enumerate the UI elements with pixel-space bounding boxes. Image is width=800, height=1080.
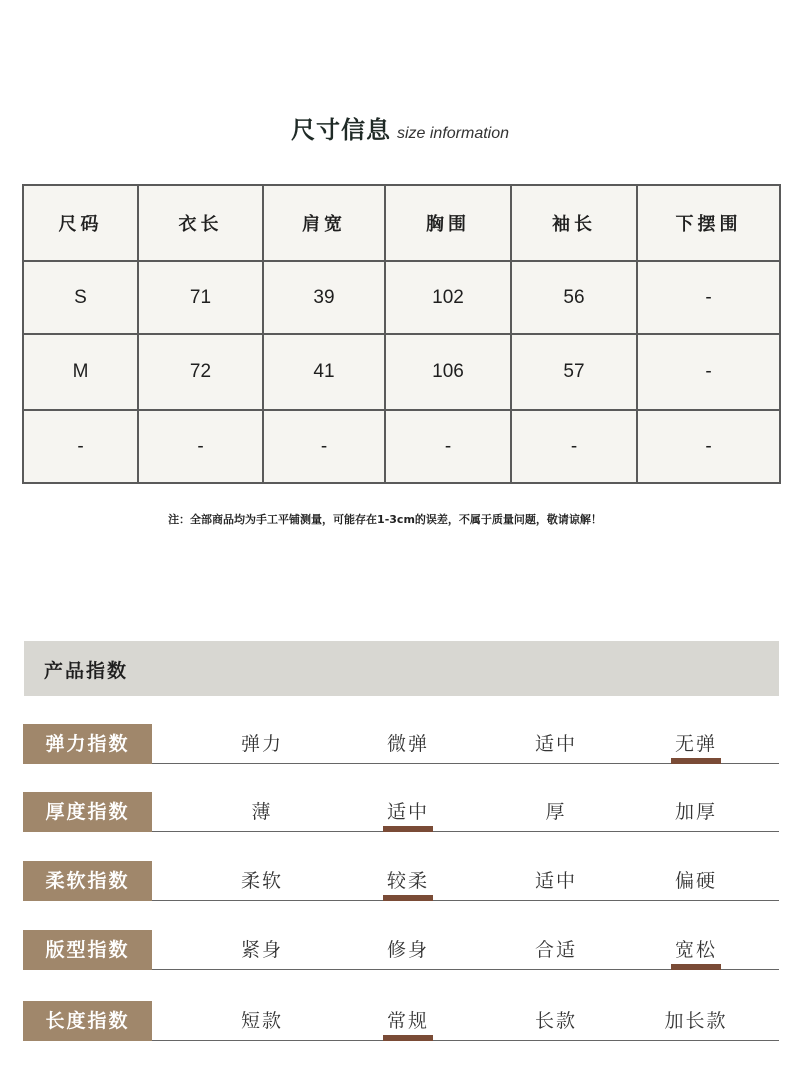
section-title — [0, 110, 800, 145]
table-cell: - — [385, 410, 511, 483]
index-option: 合适 — [534, 939, 577, 961]
table-cell: - — [637, 334, 780, 410]
index-option: 弹力 — [240, 733, 283, 755]
index-label: 版型指数 — [23, 930, 152, 970]
index-option-selected: 适中 — [358, 792, 458, 832]
index-row-length — [23, 1001, 779, 1041]
index-option-selected: 宽松 — [646, 930, 746, 970]
index-option-selected: 无弹 — [646, 724, 746, 764]
table-cell: - — [263, 410, 385, 483]
product-index-header — [24, 641, 779, 696]
index-option: 修身 — [386, 939, 429, 961]
table-cell: - — [23, 410, 138, 483]
table-cell: 71 — [138, 261, 263, 334]
index-label: 厚度指数 — [23, 792, 152, 832]
table-cell: 72 — [138, 334, 263, 410]
header-length: 衣长 — [138, 185, 263, 261]
index-row-thickness — [23, 792, 779, 832]
index-row-softness — [23, 861, 779, 901]
index-option: 加厚 — [674, 801, 717, 823]
index-label: 弹力指数 — [23, 724, 152, 764]
index-label: 柔软指数 — [23, 861, 152, 901]
index-row-elasticity — [23, 724, 779, 764]
index-option: 柔软 — [240, 870, 283, 892]
table-cell: 41 — [263, 334, 385, 410]
table-row — [23, 261, 780, 334]
index-row-fit — [23, 930, 779, 970]
index-option-selected: 常规 — [358, 1001, 458, 1041]
table-cell: S — [23, 261, 138, 334]
table-cell: 102 — [385, 261, 511, 334]
measurement-note: 注：全部商品均为手工平铺测量，可能存在1-3cm的误差，不属于质量问题，敬请谅解！ — [168, 513, 602, 526]
size-table — [22, 184, 781, 484]
table-cell: - — [637, 261, 780, 334]
table-cell: - — [138, 410, 263, 483]
index-option: 厚 — [545, 801, 567, 823]
title-chinese: 尺寸信息 — [290, 116, 391, 144]
index-option: 薄 — [251, 801, 273, 823]
header-sleeve: 袖长 — [511, 185, 637, 261]
header-hem: 下摆围 — [637, 185, 780, 261]
table-cell: 56 — [511, 261, 637, 334]
table-cell: - — [637, 410, 780, 483]
index-option: 加长款 — [664, 1010, 728, 1032]
header-shoulder: 肩宽 — [263, 185, 385, 261]
header-size: 尺码 — [23, 185, 138, 261]
index-option: 长款 — [534, 1010, 577, 1032]
product-index-title: 产品指数 — [44, 660, 129, 682]
index-option-selected: 较柔 — [358, 861, 458, 901]
index-option: 适中 — [534, 870, 577, 892]
table-cell: 39 — [263, 261, 385, 334]
index-option: 适中 — [534, 733, 577, 755]
table-cell: 106 — [385, 334, 511, 410]
index-option: 偏硬 — [674, 870, 717, 892]
table-row — [23, 410, 780, 483]
table-cell: - — [511, 410, 637, 483]
index-option: 微弹 — [386, 733, 429, 755]
table-row — [23, 334, 780, 410]
table-cell: M — [23, 334, 138, 410]
index-option: 紧身 — [240, 939, 283, 961]
table-header-row — [23, 185, 780, 261]
index-label: 长度指数 — [23, 1001, 152, 1041]
table-cell: 57 — [511, 334, 637, 410]
index-option: 短款 — [240, 1010, 283, 1032]
header-chest: 胸围 — [385, 185, 511, 261]
title-english: size information — [396, 125, 510, 142]
